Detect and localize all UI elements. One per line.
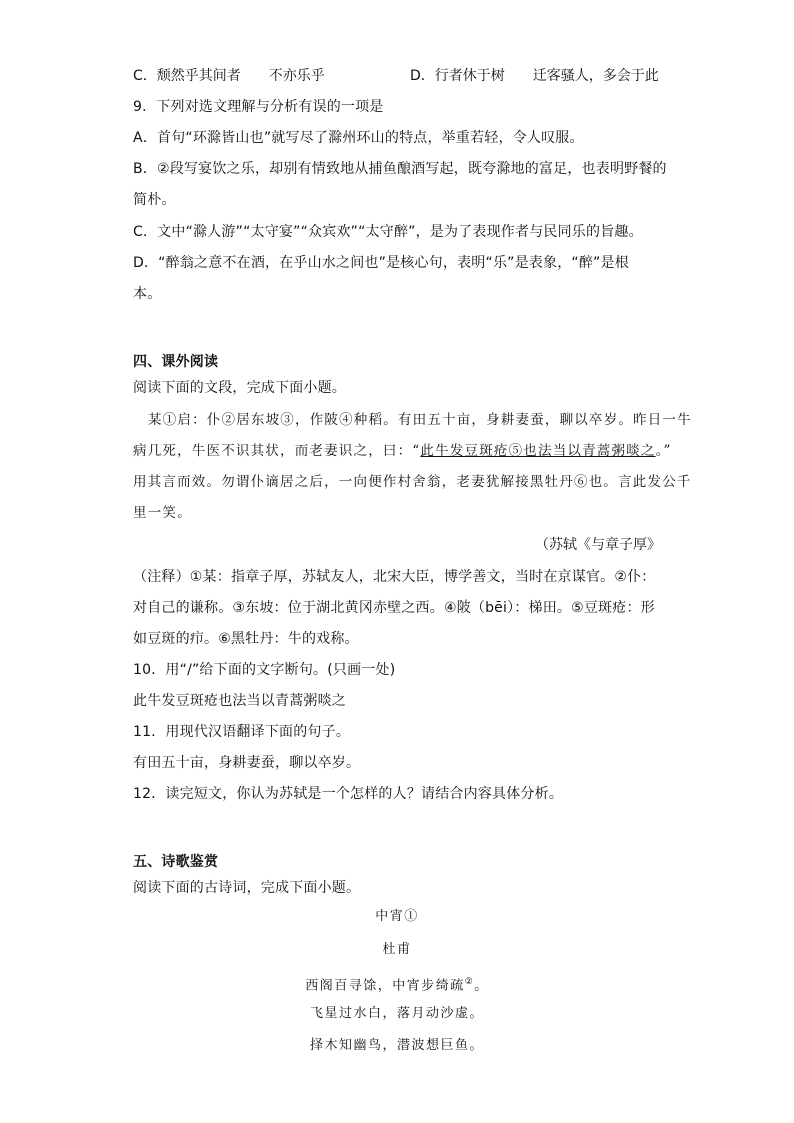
q9-option-d-line2: 本。 <box>133 286 162 302</box>
q9-option-b-line1: B．②段写宴饮之乐，却别有情致地从捕鱼酿酒写起，既夸滁地的富足，也表明野餐的 <box>133 161 667 177</box>
poem-line1 <box>0 972 794 996</box>
section5-heading: 五、诗歌鉴赏 <box>133 854 219 870</box>
q9-option-a: A．首句“环滁皆山也”就写尽了滁州环山的特点，举重若轻，令人叹服。 <box>133 130 584 146</box>
q10-text: 此牛发豆斑疮也法当以青蒿粥啖之 <box>133 693 346 709</box>
passage-source: （苏轼《与章子厚》 <box>535 537 661 553</box>
poem-line2: 飞星过水白，落月动沙虚。 <box>309 1006 484 1021</box>
passage-line2-end: 。” <box>655 443 672 459</box>
q11-text: 有田五十亩，身耕妻蚕，聊以卒岁。 <box>133 755 361 771</box>
section4-instruction: 阅读下面的文段，完成下面小题。 <box>133 380 346 396</box>
q12-stem: 12．读完短文，你认为苏轼是一个怎样的人？请结合内容具体分析。 <box>133 786 564 802</box>
poem-line3: 择木知幽鸟，潜波想巨鱼。 <box>309 1038 484 1053</box>
passage-line2-start: 病几死，牛医不识其状，而老妻识之，曰：“ <box>133 443 421 459</box>
q10-stem: 10．用“/”给下面的文字断句。(只画一处) <box>133 662 396 678</box>
passage-line3: 用其言而效。勿谓仆谪居之后，一向便作村舍翁，老妻犹解接黑牡丹⑥也。言此发公千 <box>133 474 692 490</box>
q8-option-c: C．颓然乎其间者 不亦乐乎 <box>133 68 325 84</box>
q9-stem: 9．下列对选文理解与分析有误的一项是 <box>133 99 384 115</box>
poem-title: 中宵① <box>375 909 419 924</box>
notes-line1: （注释）①某：指章子厚，苏轼友人，北宋大臣，博学善文，当时在京谋官。②仆： <box>133 569 656 585</box>
q9-option-c: C．文中“滁人游”“太守宴”“众宾欢”“太守醉”，是为了表现作者与民同乐的旨趣。 <box>133 224 643 240</box>
poem-line1-end: 。 <box>474 978 489 994</box>
q8-option-d: D．行者休于树 迁客骚人，多会于此 <box>410 68 659 84</box>
section5-instruction: 阅读下面的古诗词，完成下面小题。 <box>133 880 361 896</box>
section4-heading: 四、课外阅读 <box>133 354 219 370</box>
q9-option-b-line2: 简朴。 <box>133 192 176 208</box>
notes-line3: 如豆斑的疖。⑥黑牡丹：牛的戏称。 <box>133 631 359 647</box>
passage-line4: 里一笑。 <box>133 505 192 521</box>
passage-line2 <box>133 441 672 461</box>
q11-stem: 11．用现代汉语翻译下面的句子。 <box>133 724 351 740</box>
passage-underlined-sentence: 此牛发豆斑疮⑤也法当以青蒿粥啖之 <box>420 443 656 459</box>
passage-line1: 某①启：仆②居东坡③，作陂④种稻。有田五十亩，身耕妻蚕，聊以卒岁。昨日一牛 <box>148 412 692 428</box>
poem-line1-text: 西阁百寻馀，中宵步绮疏 <box>305 978 465 994</box>
q9-option-d-line1: D．“醉翁之意不在酒，在乎山水之间也”是核心句，表明“乐”是表象，“醉”是根 <box>133 255 629 271</box>
poem-author: 杜甫 <box>382 942 412 957</box>
poem-note-marker: ② <box>464 977 475 987</box>
notes-line2: 对自己的谦称。③东坡：位于湖北黄冈赤壁之西。④陂（bēi）：梯田。⑤豆斑疮：形 <box>133 600 655 616</box>
